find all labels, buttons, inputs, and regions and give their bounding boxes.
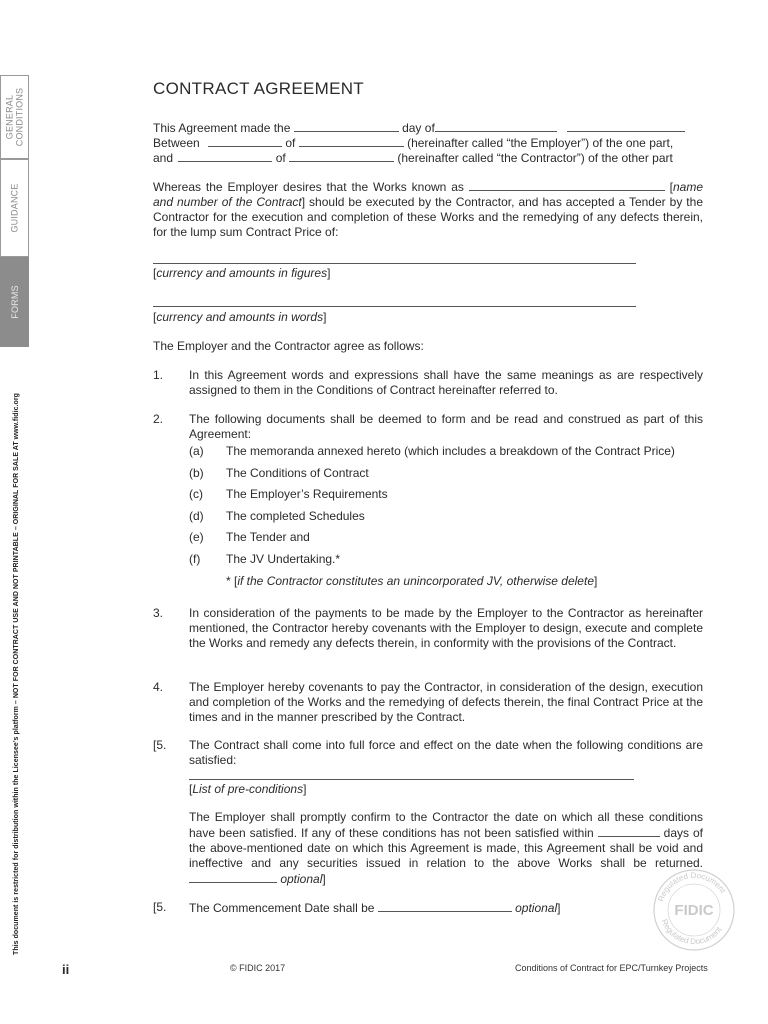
item-3-text: In consideration of the payments to be made by the Employer to the Contractor as hereinafter mentioned, the Contractor hereby covenants with the Employer to design, execute and complete the Works and remedy any defects therein, in conformity with the provisions of the Contract. — [189, 606, 703, 650]
tab-guidance-label: GUIDANCE — [9, 183, 20, 233]
returned-blank[interactable] — [189, 871, 277, 883]
figures-caption: [currency and amounts in figures] — [153, 266, 331, 280]
item-2-text: The following documents shall be deemed to form and be read and construed as part of this Agreement: — [189, 412, 703, 441]
item-2-number: 2. — [153, 412, 164, 426]
date-blank[interactable] — [294, 120, 399, 132]
fidic-regulated-stamp — [652, 868, 736, 952]
doc-e-letter: (e) — [189, 530, 204, 544]
item-4-text: The Employer hereby covenants to pay the Contractor, in consideration of the design, execution and completion of the Works and the remedying of defects therein, the final Contract Price at the times and in the manner prescribed by the Contract. — [189, 680, 703, 724]
doc-a-letter: (a) — [189, 444, 204, 458]
figures-line[interactable] — [153, 263, 636, 264]
contractor-address-blank[interactable] — [289, 150, 394, 162]
doc-b-text: The Conditions of Contract — [226, 466, 369, 480]
doc-f-letter: (f) — [189, 552, 201, 566]
tab-general-conditions[interactable] — [0, 75, 29, 159]
words-caption: [currency and amounts in words] — [153, 310, 327, 324]
item-1-number: 1. — [153, 368, 164, 382]
stamp-center-text: FIDIC — [674, 902, 714, 919]
tab-forms[interactable] — [0, 257, 29, 347]
confirm-paragraph: The Employer shall promptly confirm to the Contractor the date on which all these conditions have been satisfied. If any of these conditions has not been satisfied within days of the above-mentioned date on which this Agreement is made, this Agreement shall be void and ineffective and any securities issued in relation to the above Works shall be returned. optional] — [189, 810, 703, 886]
preconditions-caption: [List of pre-conditions] — [189, 782, 307, 796]
item-1-text: In this Agreement words and expressions shall have the same meanings as are respectively assigned to them in the Conditions of Contract hereinafter referred to. — [189, 368, 703, 397]
distribution-notice: This document is restricted for distribution within the Licensee's platform – NOT FOR CONTRACT USE AND NOT PRINTABLE – ORIGINAL FOR SALE AT www.fidic.org — [13, 393, 20, 955]
commencement-number: [5. — [153, 900, 167, 914]
intro-line-1: This Agreement made the day of — [153, 120, 703, 136]
item-5-number: [5. — [153, 738, 167, 752]
doc-a-text: The memoranda annexed hereto (which includes a breakdown of the Contract Price) — [226, 444, 675, 458]
tab-general-label: GENERAL CONDITIONS — [4, 87, 25, 147]
footer-book-title: Conditions of Contract for EPC/Turnkey Projects — [515, 963, 708, 973]
tab-forms-label: FORMS — [9, 285, 20, 319]
item-5-text: The Contract shall come into full force and effect on the date when the following conditions are satisfied: — [189, 738, 703, 767]
stamp-bottom-text: Regulated Document — [659, 917, 724, 947]
doc-d-text: The completed Schedules — [226, 509, 365, 523]
footer-copyright: © FIDIC 2017 — [230, 963, 286, 973]
intro-line-3: and of (hereinafter called “the Contractor”) of the other part — [153, 151, 673, 165]
day-blank[interactable] — [435, 120, 557, 132]
doc-f-text: The JV Undertaking.* — [226, 552, 341, 566]
commencement-date-blank[interactable] — [378, 900, 512, 912]
page-title: CONTRACT AGREEMENT — [153, 79, 364, 98]
contractor-name-blank[interactable] — [178, 150, 272, 162]
commencement-text: The Commencement Date shall be optional] — [189, 901, 561, 915]
words-line[interactable] — [153, 306, 636, 307]
item-3-number: 3. — [153, 606, 164, 620]
doc-c-letter: (c) — [189, 487, 203, 501]
jv-footnote: * [if the Contractor constitutes an unincorporated JV, otherwise delete] — [226, 574, 598, 588]
doc-c-text: The Employer’s Requirements — [226, 487, 388, 501]
stamp-top-text: Regulated Document — [656, 870, 728, 903]
year-blank[interactable] — [567, 120, 685, 132]
page-number: ii — [62, 962, 70, 977]
item-4-number: 4. — [153, 680, 164, 694]
intro-line-2: Between of (hereinafter called “the Employer”) of the one part, — [153, 136, 674, 150]
preconditions-line[interactable] — [189, 779, 634, 780]
tab-guidance[interactable] — [0, 159, 29, 257]
days-blank[interactable] — [598, 825, 660, 837]
employer-name-blank[interactable] — [208, 135, 282, 147]
agree-statement: The Employer and the Contractor agree as follows: — [153, 339, 424, 353]
doc-d-letter: (d) — [189, 509, 204, 523]
whereas-paragraph: Whereas the Employer desires that the Works known as [name and number of the Contract] should be executed by the Contractor, and has accepted a Tender by the Contractor for the execution and completion of these Works and the remedying of any defects therein, for the lump sum Contract Price of: — [153, 180, 703, 239]
doc-e-text: The Tender and — [226, 530, 310, 544]
works-name-blank[interactable] — [469, 179, 665, 191]
employer-address-blank[interactable] — [299, 135, 404, 147]
doc-b-letter: (b) — [189, 466, 204, 480]
